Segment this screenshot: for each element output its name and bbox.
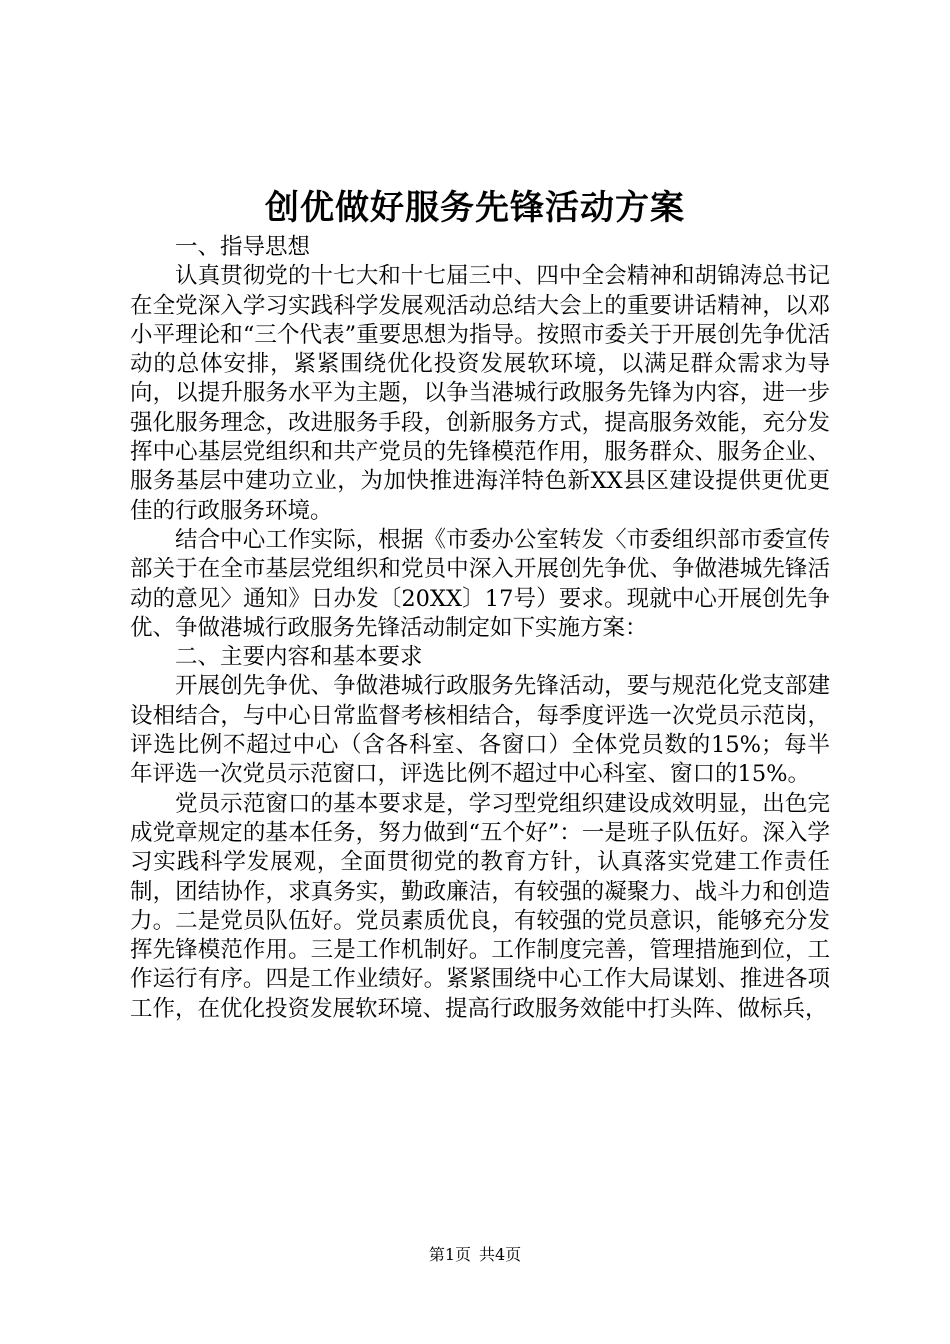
- section-heading-guiding-ideology: 一、指导思想: [175, 234, 311, 260]
- page-number: 第1页: [428, 1245, 471, 1264]
- section-heading-main-content: 二、主要内容和基本要求: [175, 644, 423, 671]
- paragraph-activity-requirements: 开展创先争优、争做港城行政服务先锋活动，要与规范化党支部建设相结合，与中心日常监督考核相结合，每季度评选一次党员示范岗，评选比例不超过中心（含各科室、各窗口）全体党员数的15%；每半年评选一次党员示范窗口，评选比例不超过中心科室、窗口的15%。: [130, 673, 830, 788]
- page-total: 共4页: [479, 1245, 522, 1264]
- paragraph-model-window-requirements: 党员示范窗口的基本要求是，学习型党组织建设成效明显，出色完成党章规定的基本任务，努力做到“五个好”：一是班子队伍好。深入学习实践科学发展观，全面贯彻党的教育方针，认真落实党建工作责任制，团结协作，求真务实，勤政廉洁，有较强的凝聚力、战斗力和创造力。二是党员队伍好。党员素质优良，有较强的党员意识，能够充分发挥先锋模范作用。三是工作机制好。工作制度完善，管理措施到位，工作运行有序。四是工作业绩好。紧紧围绕中心工作大局谋划、推进各项工作，在优化投资发展软环境、提高行政服务效能中打头阵、做标兵，: [130, 790, 830, 1022]
- document-body: [130, 233, 830, 1024]
- document-title: 创优做好服务先锋活动方案: [265, 188, 685, 228]
- paragraph-guiding-ideology: 认真贯彻党的十七大和十七届三中、四中全会精神和胡锦涛总书记在全党深入学习实践科学发展观活动总结大会上的重要讲话精神，以邓小平理论和“三个代表”重要思想为指导。按照市委关于开展创先争优活动的总体安排，紧紧围绕优化投资发展软环境，以满足群众需求为导向，以提升服务水平为主题，以争当港城行政服务先锋为内容，进一步强化服务理念，改进服务手段，创新服务方式，提高服务效能，充分发挥中心基层党组织和共产党员的先锋模范作用，服务群众、服务企业、服务基层中建功立业，为加快推进海洋特色新XX县区建设提供更优更佳的行政服务环境。: [130, 263, 830, 524]
- paragraph-basis: 结合中心工作实际，根据《市委办公室转发〈市委组织部市委宣传部关于在全市基层党组织和党员中深入开展创先争优、争做港城先锋活动的意见〉通知》日办发〔20XX〕17号）要求。现就中心开展创先争优、争做港城行政服务先锋活动制定如下实施方案：: [130, 526, 830, 641]
- page-footer: [0, 1244, 950, 1266]
